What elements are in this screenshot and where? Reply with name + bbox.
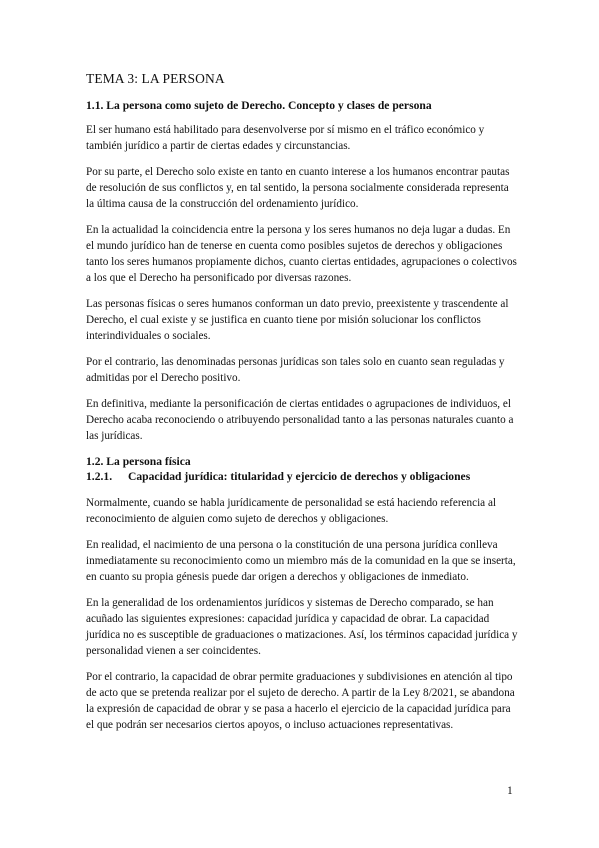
page-number: 1 xyxy=(507,785,513,797)
section-heading-1-2-1 xyxy=(86,469,518,484)
paragraph: En definitiva, mediante la personificación de ciertas entidades o agrupaciones de individuos, el Derecho acaba reconociendo o atribuyendo personalidad tanto a las personas naturales cuanto a las jurídicas. xyxy=(86,398,514,442)
paragraph: En realidad, el nacimiento de una persona o la constitución de una persona jurídica conlleva inmediatamente su reconocimiento como un miembro más de la comunidad en la que se inserta, en cuanto su propia génesis puede dar origen a derechos y obligaciones de inmediato. xyxy=(86,539,516,583)
section-heading-1-1: 1.1. La persona como sujeto de Derecho. Concepto y clases de persona xyxy=(86,99,432,112)
section-number: 1.2.1. xyxy=(86,470,113,483)
paragraph: Por el contrario, la capacidad de obrar permite graduaciones y subdivisiones en atención al tipo de acto que se pretenda realizar por el sujeto de derecho. A partir de la Ley 8/2021, se abandona la expresión de capacidad de obrar y se pasa a hacerlo el ejercicio de la capacidad jurídica para el que podrán ser necesarios ciertos apoyos, o incluso actuaciones representativas. xyxy=(86,671,515,731)
paragraph: En la actualidad la coincidencia entre la persona y los seres humanos no deja lugar a dudas. En el mundo jurídico han de tenerse en cuenta como posibles sujetos de derechos y obligaciones tanto los seres humanos propiamente dichos, cuanto ciertas entidades, agrupaciones o colectivos a los que el Derecho ha personificado por diversas razones. xyxy=(86,224,517,284)
section-heading-text: Capacidad jurídica: titularidad y ejercicio de derechos y obligaciones xyxy=(128,470,471,483)
document-title: TEMA 3: LA PERSONA xyxy=(86,71,225,86)
page-content xyxy=(86,71,518,743)
paragraph: En la generalidad de los ordenamientos jurídicos y sistemas de Derecho comparado, se han acuñado las siguientes expresiones: capacidad jurídica y capacidad de obrar. La capacidad jurídica no es susceptible de graduaciones o matizaciones. Así, los términos capacidad jurídica y personalidad vienen a ser coincidentes. xyxy=(86,597,518,657)
paragraph: Las personas físicas o seres humanos conforman un dato previo, preexistente y trascendente al Derecho, el cual existe y se justifica en cuanto tiene por misión solucionar los conflictos interindividuales o sociales. xyxy=(86,298,509,342)
paragraph: Por el contrario, las denominadas personas jurídicas son tales solo en cuanto sean reguladas y admitidas por el Derecho positivo. xyxy=(86,356,505,384)
paragraph: Por su parte, el Derecho solo existe en tanto en cuanto interese a los humanos encontrar pautas de resolución de sus conflictos y, en tal sentido, la persona socialmente considerada representa la última causa de la construcción del ordenamiento jurídico. xyxy=(86,166,510,210)
section-heading-1-2: 1.2. La persona física xyxy=(86,455,191,468)
paragraph: Normalmente, cuando se habla jurídicamente de personalidad se está haciendo referencia al reconocimiento de alguien como sujeto de derechos y obligaciones. xyxy=(86,497,497,525)
paragraph: El ser humano está habilitado para desenvolverse por sí mismo en el tráfico económico y también jurídico a partir de ciertas edades y circunstancias. xyxy=(86,124,485,152)
